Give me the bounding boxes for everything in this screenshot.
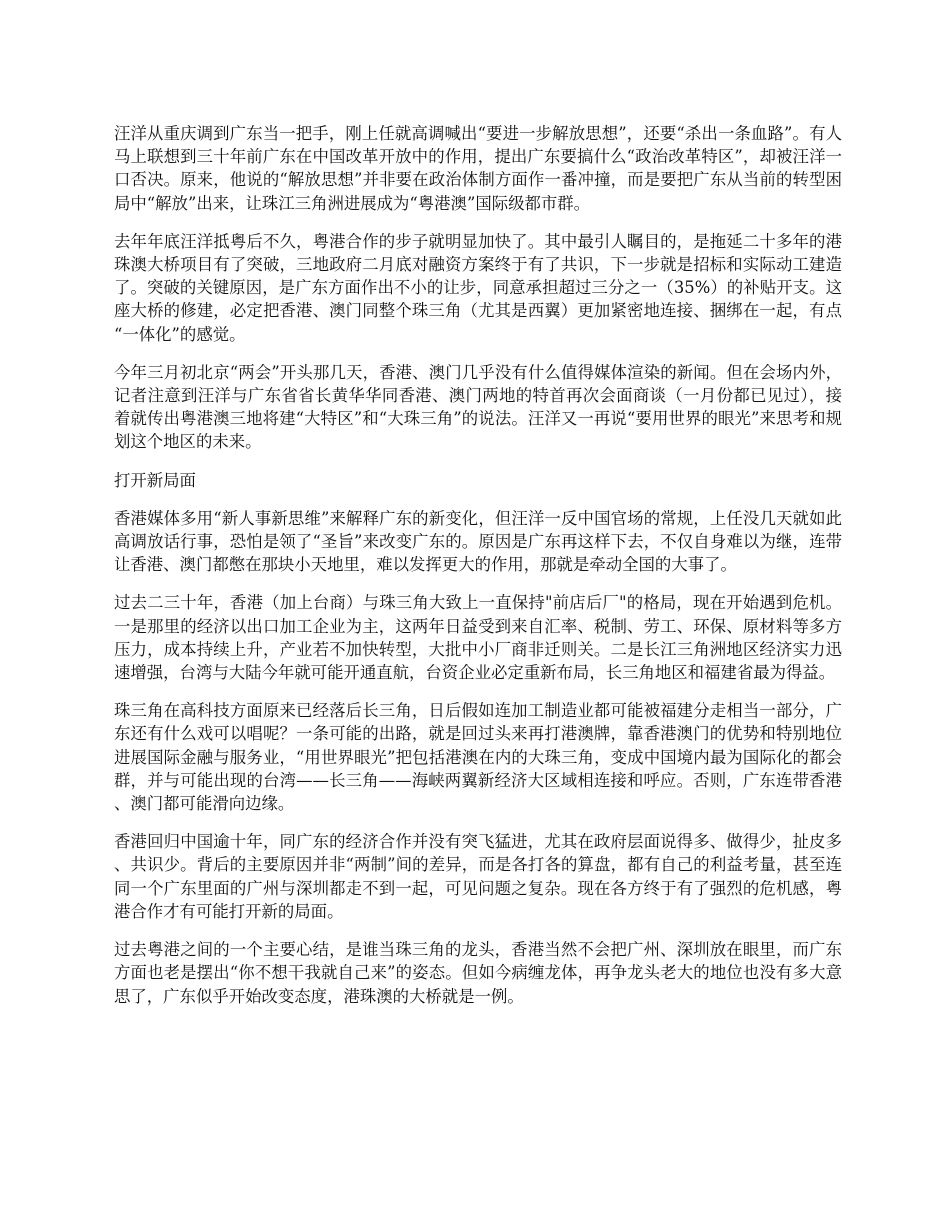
document-body — [114, 122, 842, 1023]
paragraph: 去年年底汪洋抵粤后不久，粤港合作的步子就明显加快了。其中最引人瞩目的，是拖延二十多年的港珠澳大桥项目有了突破，三地政府二月底对融资方案终于有了共识，下一步就是招标和实际动工建造了。突破的关键原因，是广东方面作出不小的让步，同意承担超过三分之一（35%）的补贴开支。这座大桥的修建，必定把香港、澳门同整个珠三角（尤其是西翼）更加紧密地连接、捆绑在一起，有点“一体化”的感觉。 — [114, 231, 842, 344]
paragraph: 今年三月初北京“两会”开头那几天，香港、澳门几乎没有什么值得媒体渲染的新闻。但在会场内外，记者注意到汪洋与广东省省长黄华华同香港、澳门两地的特首再次会面商谈（一月份都已见过），接着就传出粤港澳三地将建“大特区”和“大珠三角”的说法。汪洋又一再说“要用世界的眼光”来思考和规划这个地区的未来。 — [114, 362, 842, 452]
paragraph: 珠三角在高科技方面原来已经落后长三角，日后假如连加工制造业都可能被福建分走相当一部分，广东还有什么戏可以唱呢？一条可能的出路，就是回过头来再打港澳牌，靠香港澳门的优势和特别地位进展国际金融与服务业，“用世界眼光”把包括港澳在内的大珠三角，变成中国境内最为国际化的都会群，并与可能出现的台湾——长三角——海峡两翼新经济大区域相连接和呼应。否则，广东连带香港、澳门都可能滑向边缘。 — [114, 701, 842, 814]
paragraph: 过去二三十年，香港（加上台商）与珠三角大致上一直保持"前店后厂"的格局，现在开始遇到危机。一是那里的经济以出口加工企业为主，这两年日益受到来自汇率、税制、劳工、环保、原材料等多方压力，成本持续上升，产业若不加快转型，大批中小厂商非迁则关。二是长江三角洲地区经济实力迅速增强，台湾与大陆今年就可能开通直航，台资企业必定重新布局，长三角地区和福建省最为得益。 — [114, 593, 842, 683]
section-heading: 打开新局面 — [114, 470, 196, 490]
paragraph: 过去粤港之间的一个主要心结，是谁当珠三角的龙头，香港当然不会把广州、深圳放在眼里，而广东方面也老是摆出“你不想干我就自己来”的姿态。但如今病缠龙体，再争龙头老大的地位也没有多大意思了，广东似乎开始改变态度，港珠澳的大桥就是一例。 — [114, 940, 842, 1006]
paragraph: 汪洋从重庆调到广东当一把手，刚上任就高调喊出“要进一步解放思想”，还要“杀出一条血路”。有人马上联想到三十年前广东在中国改革开放中的作用，提出广东要搞什么“政治改革特区”，却被汪洋一口否决。原来，他说的“解放思想”并非要在政治体制方面作一番冲撞，而是要把广东从当前的转型困局中“解放”出来，让珠江三角洲进展成为“粤港澳”国际级都市群。 — [114, 124, 842, 213]
paragraph: 香港回归中国逾十年，同广东的经济合作并没有突飞猛进，尤其在政府层面说得多、做得少，扯皮多、共识少。背后的主要原因并非“两制”间的差异，而是各打各的算盘，都有自己的利益考量，甚至连同一个广东里面的广州与深圳都走不到一起，可见问题之复杂。现在各方终于有了强烈的危机感，粤港合作才有可能打开新的局面。 — [114, 832, 842, 921]
paragraph: 香港媒体多用“新人事新思维”来解释广东的新变化，但汪洋一反中国官场的常规，上任没几天就如此高调放话行事，恐怕是领了“圣旨”来改变广东的。原因是广东再这样下去，不仅自身难以为继，连带让香港、澳门都憋在那块小天地里，难以发挥更大的作用，那就是牵动全国的大事了。 — [114, 508, 842, 575]
